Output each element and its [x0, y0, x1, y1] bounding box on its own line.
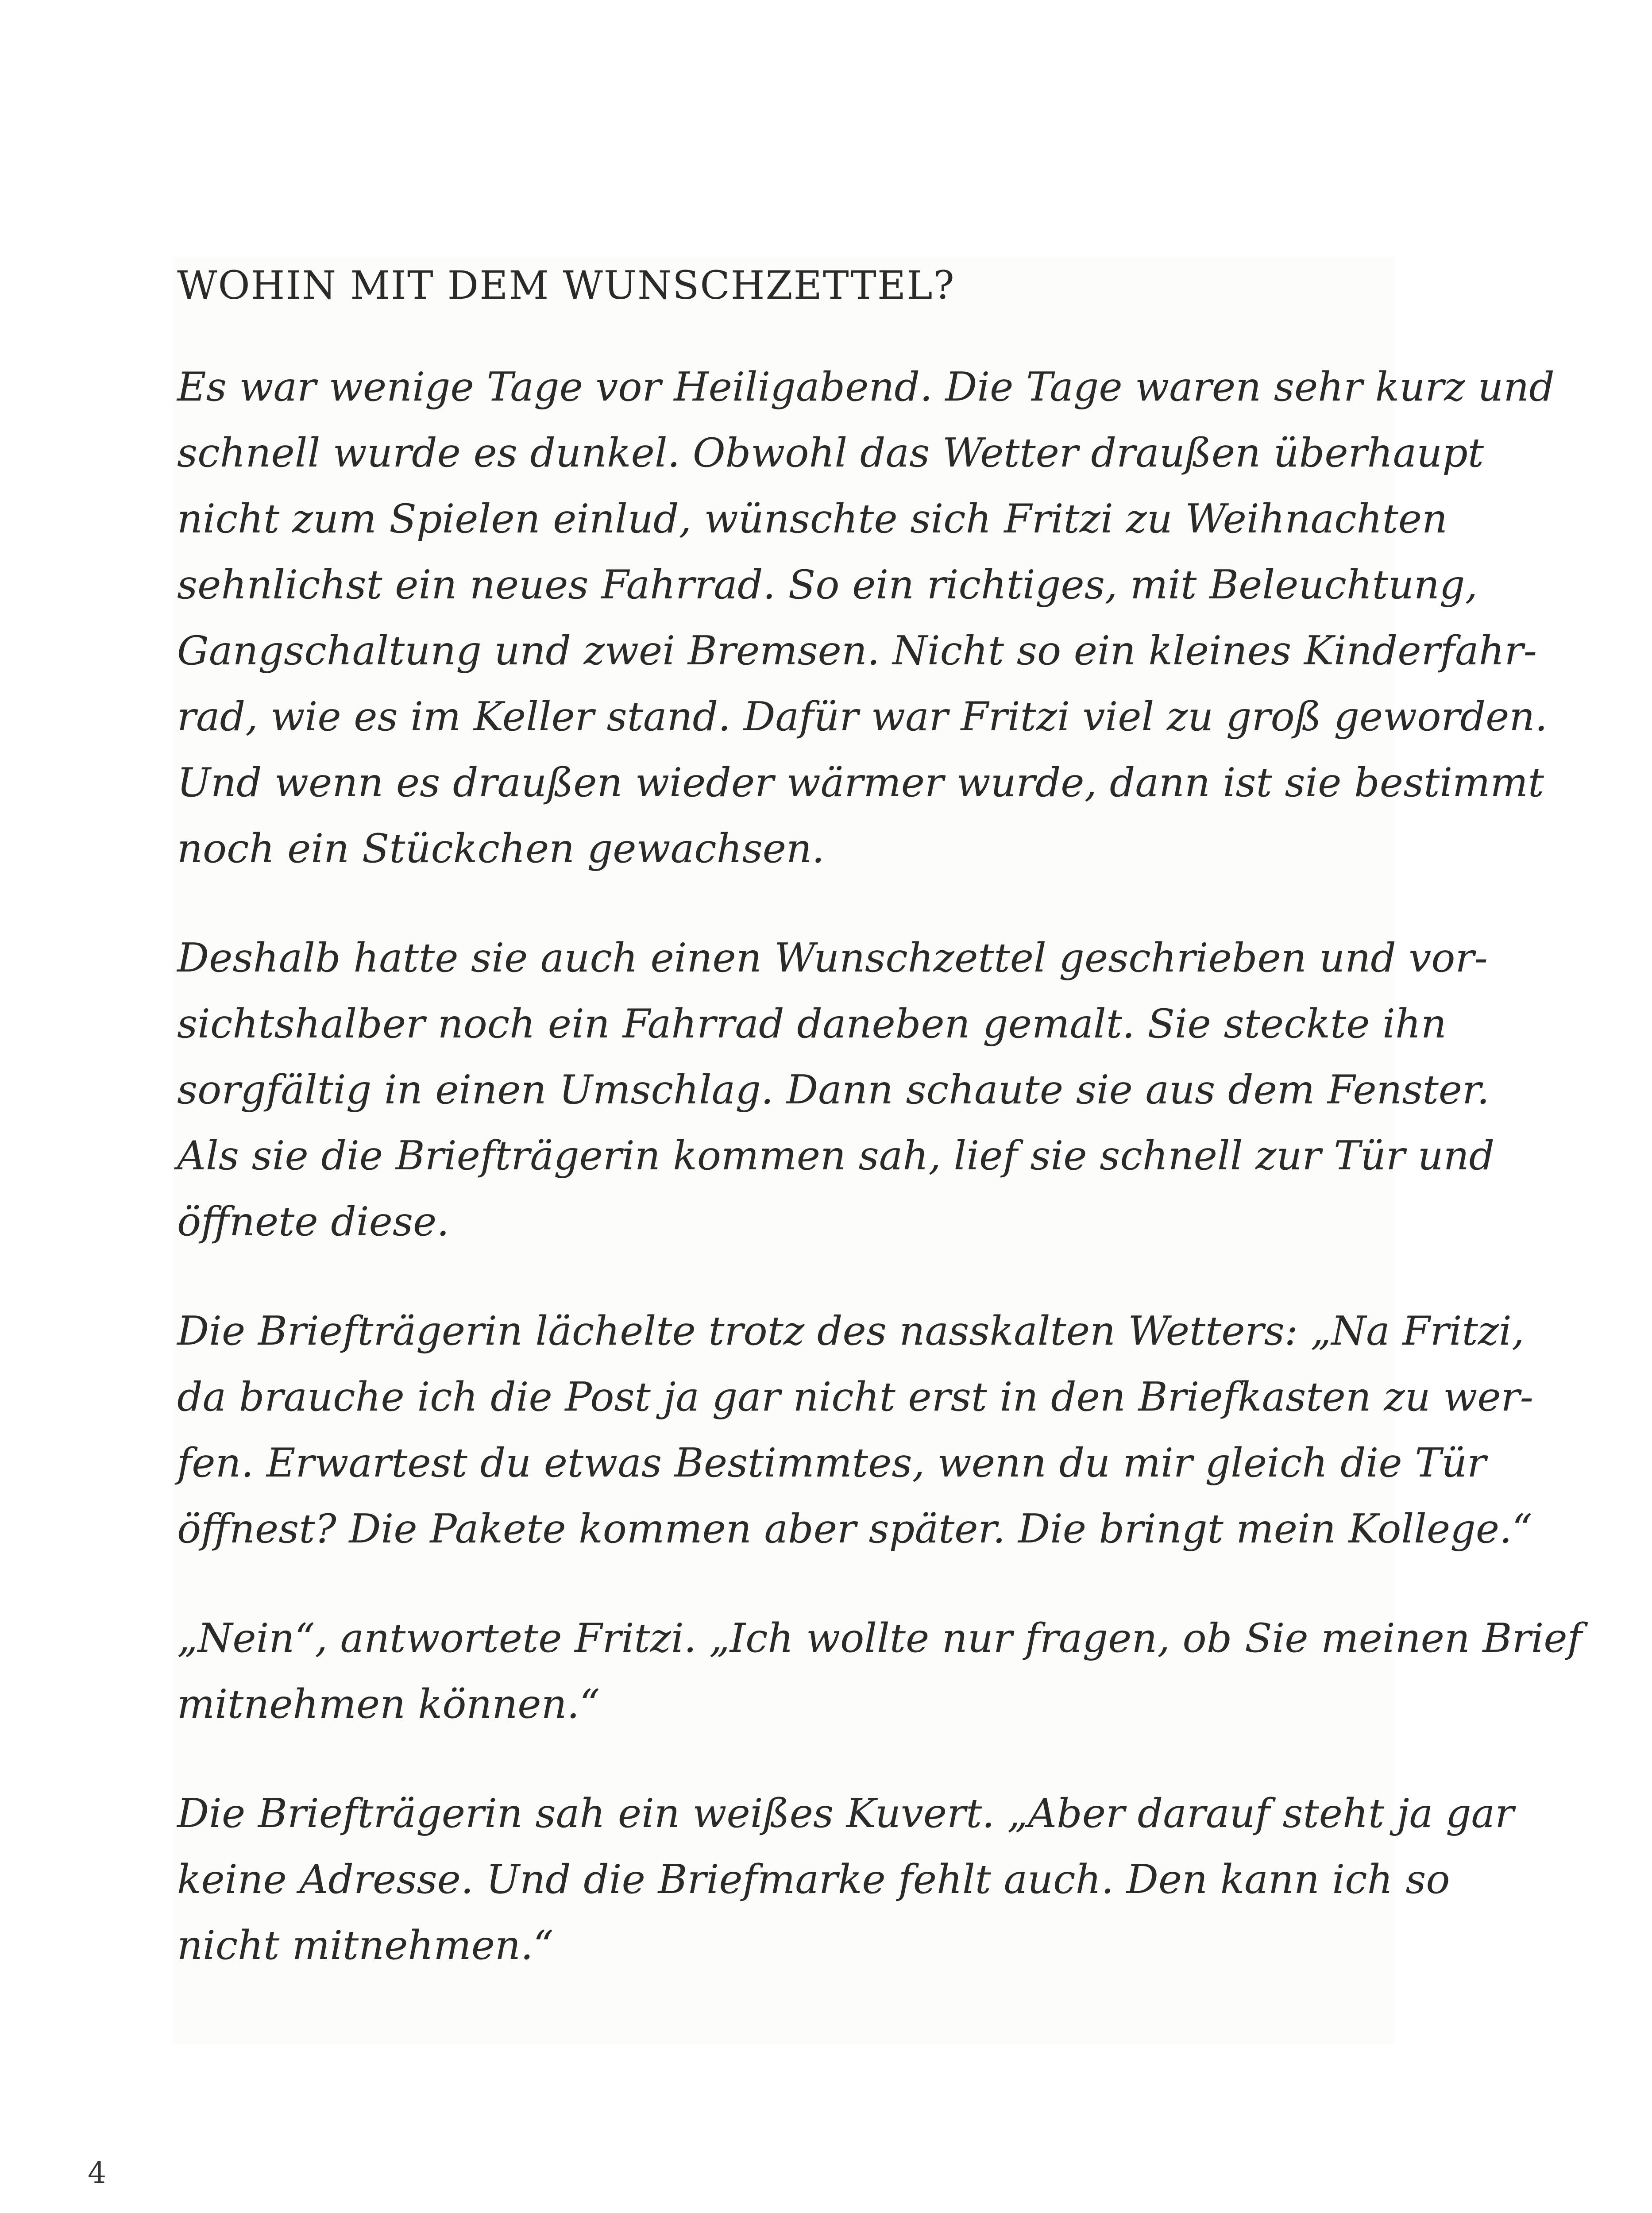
text-line: rad, wie es im Keller stand. Dafür war Fritzi viel zu groß geworden. — [177, 694, 1548, 740]
paragraph — [177, 1781, 1514, 1978]
text-line: Gangschaltung und zwei Bremsen. Nicht so ein kleines Kinderfahr- — [177, 628, 1537, 674]
text-line: fen. Erwartest du etwas Bestimmtes, wenn du mir gleich die Tür — [177, 1440, 1486, 1486]
text-line: sichtshalber noch ein Fahrrad daneben gemalt. Sie steckte ihn — [177, 1001, 1447, 1047]
text-line: da brauche ich die Post ja gar nicht erst in den Briefkasten zu wer- — [177, 1374, 1534, 1420]
text-line: nicht mitnehmen.“ — [177, 1922, 554, 1969]
text-line: öffnete diese. — [177, 1199, 449, 1245]
chapter-title: WOHIN MIT DEM WUNSCHZETTEL? — [177, 262, 955, 308]
text-line: öffnest? Die Pakete kommen aber später. Die bringt mein Kollege.“ — [177, 1506, 1532, 1552]
paragraph — [177, 1605, 1582, 1737]
text-line: Die Briefträgerin sah ein weißes Kuvert. „Aber darauf steht ja gar — [177, 1790, 1514, 1837]
paragraph — [177, 354, 1555, 882]
paragraph — [177, 1298, 1534, 1562]
text-line: Es war wenige Tage vor Heiligabend. Die Tage waren sehr kurz und — [177, 364, 1555, 410]
text-line: „Nein“, antwortete Fritzi. „Ich wollte nur fragen, ob Sie meinen Brief — [177, 1615, 1582, 1662]
text-line: sehnlichst ein neues Fahrrad. So ein richtiges, mit Beleuchtung, — [177, 562, 1478, 608]
text-line: noch ein Stückchen gewachsen. — [177, 825, 825, 872]
story-content — [177, 257, 1582, 1978]
text-line: Deshalb hatte sie auch einen Wunschzettel geschrieben und vor- — [177, 935, 1488, 981]
text-line: sorgfältig in einen Umschlag. Dann schaute sie aus dem Fenster. — [177, 1067, 1490, 1113]
text-line: Als sie die Briefträgerin kommen sah, lief sie schnell zur Tür und — [177, 1133, 1495, 1179]
text-line: schnell wurde es dunkel. Obwohl das Wetter draußen überhaupt — [177, 430, 1484, 476]
text-line: nicht zum Spielen einlud, wünschte sich Fritzi zu Weihnachten — [177, 496, 1448, 542]
text-line: Die Briefträgerin lächelte trotz des nasskalten Wetters: „Na Fritzi, — [177, 1308, 1525, 1354]
text-line: Und wenn es draußen wieder wärmer wurde, dann ist sie bestimmt — [177, 760, 1544, 806]
text-line: keine Adresse. Und die Briefmarke fehlt auch. Den kann ich so — [177, 1856, 1450, 1903]
text-line: mitnehmen können.“ — [177, 1681, 600, 1727]
page-number: 4 — [88, 2156, 106, 2190]
paragraph — [177, 925, 1495, 1255]
